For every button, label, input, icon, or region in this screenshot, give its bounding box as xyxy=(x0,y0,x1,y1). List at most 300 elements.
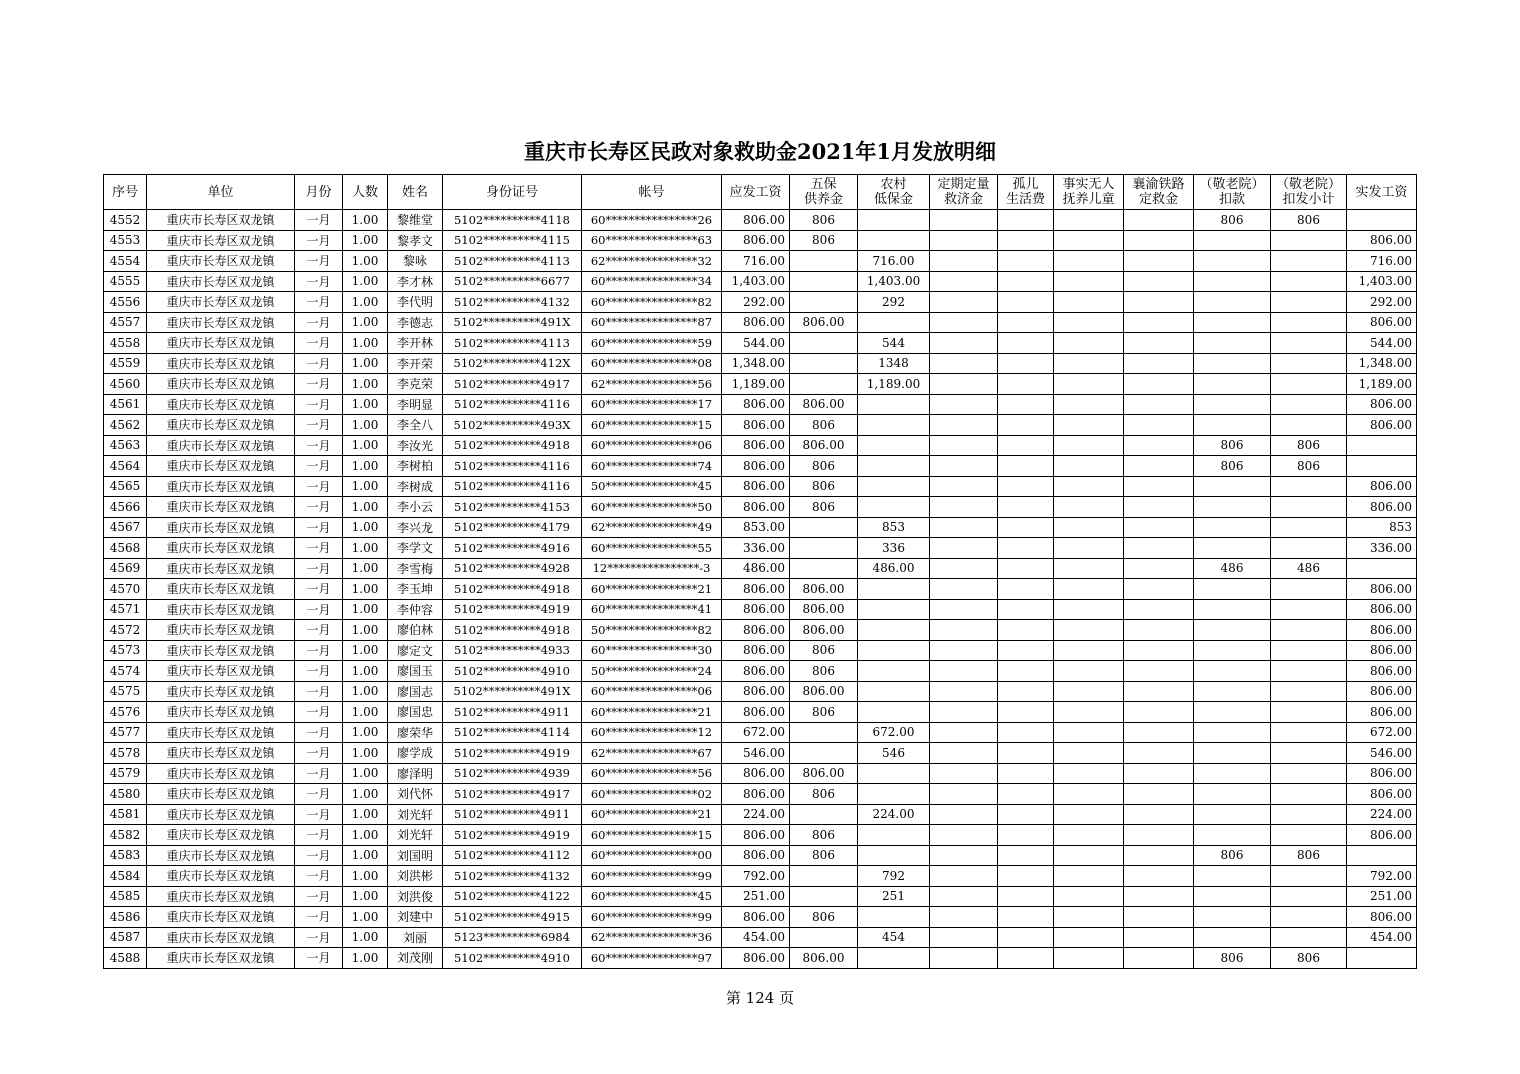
table-cell xyxy=(1054,230,1124,251)
table-cell xyxy=(930,907,998,928)
table-cell: 672.00 xyxy=(858,722,930,743)
table-cell xyxy=(998,558,1054,579)
table-cell xyxy=(1271,825,1347,846)
table-cell: 一月 xyxy=(295,784,343,805)
table-cell: 336.00 xyxy=(722,538,790,559)
table-cell xyxy=(1194,620,1271,641)
table-cell: 806.00 xyxy=(722,640,790,661)
table-cell: 806.00 xyxy=(1347,230,1417,251)
table-cell: 806 xyxy=(790,497,858,518)
table-cell: 806.00 xyxy=(1347,579,1417,600)
table-cell: 806.00 xyxy=(790,435,858,456)
table-cell: 一月 xyxy=(295,763,343,784)
table-cell xyxy=(1194,517,1271,538)
table-cell xyxy=(1194,722,1271,743)
table-cell xyxy=(998,435,1054,456)
table-cell: 292 xyxy=(858,292,930,313)
column-header xyxy=(104,175,147,210)
table-cell: 一月 xyxy=(295,948,343,969)
table-cell xyxy=(1054,415,1124,436)
table-cell: 486 xyxy=(1194,558,1271,579)
table-row xyxy=(104,292,1417,313)
table-cell xyxy=(1271,292,1347,313)
table-cell: 792 xyxy=(858,866,930,887)
table-cell xyxy=(930,538,998,559)
table-cell xyxy=(1124,292,1194,313)
table-cell: 806.00 xyxy=(790,599,858,620)
table-cell: 60****************99 xyxy=(582,866,722,887)
table-cell: 1,348.00 xyxy=(1347,353,1417,374)
table-cell: 1.00 xyxy=(343,702,388,723)
table-cell xyxy=(930,353,998,374)
table-cell xyxy=(1124,886,1194,907)
table-cell: 李德志 xyxy=(388,312,443,333)
table-cell: 60****************02 xyxy=(582,784,722,805)
table-cell: 806.00 xyxy=(1347,640,1417,661)
table-cell xyxy=(1271,251,1347,272)
table-cell: 重庆市长寿区双龙镇 xyxy=(147,681,295,702)
table-cell: 刘建中 xyxy=(388,907,443,928)
table-row xyxy=(104,558,1417,579)
table-cell: 546.00 xyxy=(722,743,790,764)
table-row xyxy=(104,374,1417,395)
table-cell xyxy=(1124,743,1194,764)
table-cell: 292.00 xyxy=(1347,292,1417,313)
table-cell: 5102**********4910 xyxy=(443,948,582,969)
column-header xyxy=(1124,175,1194,210)
table-row xyxy=(104,271,1417,292)
table-row xyxy=(104,640,1417,661)
column-header-line: 孤儿 xyxy=(1012,177,1039,192)
column-header xyxy=(1347,175,1417,210)
column-header xyxy=(1194,175,1271,210)
table-cell: 1,189.00 xyxy=(1347,374,1417,395)
table-cell xyxy=(930,948,998,969)
table-cell: 454.00 xyxy=(1347,927,1417,948)
table-cell: 重庆市长寿区双龙镇 xyxy=(147,497,295,518)
table-cell xyxy=(1271,907,1347,928)
table-cell: 一月 xyxy=(295,804,343,825)
table-row xyxy=(104,886,1417,907)
column-header xyxy=(343,175,388,210)
table-cell xyxy=(1124,415,1194,436)
table-cell: 重庆市长寿区双龙镇 xyxy=(147,927,295,948)
table-cell: 806.00 xyxy=(1347,476,1417,497)
column-header-line: 扣款 xyxy=(1218,192,1245,207)
table-cell: 60****************34 xyxy=(582,271,722,292)
table-cell: 廖国志 xyxy=(388,681,443,702)
table-cell: 454 xyxy=(858,927,930,948)
column-header-line: 五保 xyxy=(810,177,837,192)
table-cell: 5102**********4910 xyxy=(443,661,582,682)
table-cell xyxy=(1054,497,1124,518)
table-row xyxy=(104,620,1417,641)
table-cell xyxy=(930,886,998,907)
table-cell xyxy=(1271,886,1347,907)
table-cell xyxy=(1054,804,1124,825)
table-cell: 806.00 xyxy=(722,476,790,497)
table-cell: 1.00 xyxy=(343,251,388,272)
table-cell: 1.00 xyxy=(343,517,388,538)
table-cell: 806.00 xyxy=(1347,394,1417,415)
table-cell: 重庆市长寿区双龙镇 xyxy=(147,579,295,600)
table-cell: 重庆市长寿区双龙镇 xyxy=(147,804,295,825)
table-cell xyxy=(1054,251,1124,272)
table-cell xyxy=(1124,456,1194,477)
table-cell xyxy=(1271,497,1347,518)
column-header-line: 实发工资 xyxy=(1355,184,1408,200)
table-cell xyxy=(1271,702,1347,723)
table-cell xyxy=(1271,661,1347,682)
table-cell: 4563 xyxy=(104,435,147,456)
table-cell xyxy=(1271,927,1347,948)
table-cell: 1.00 xyxy=(343,374,388,395)
table-cell: 806.00 xyxy=(1347,497,1417,518)
column-header-line: 身份证号 xyxy=(485,184,538,200)
table-cell: 853 xyxy=(858,517,930,538)
table-row xyxy=(104,661,1417,682)
table-cell: 50****************82 xyxy=(582,620,722,641)
table-cell: 李兴龙 xyxy=(388,517,443,538)
column-header-line: 序号 xyxy=(111,184,138,200)
table-cell: 1.00 xyxy=(343,497,388,518)
table-cell xyxy=(998,784,1054,805)
table-cell xyxy=(1194,394,1271,415)
table-cell xyxy=(998,312,1054,333)
table-cell xyxy=(1124,825,1194,846)
table-cell: 李开荣 xyxy=(388,353,443,374)
header-row xyxy=(104,175,1417,210)
table-cell xyxy=(1124,538,1194,559)
table-cell: 4557 xyxy=(104,312,147,333)
table-cell xyxy=(1124,661,1194,682)
table-cell: 806 xyxy=(790,210,858,231)
table-cell xyxy=(1271,743,1347,764)
page-title: 重庆市长寿区民政对象救助金2021年1月发放明细 xyxy=(523,139,997,164)
table-cell xyxy=(790,558,858,579)
table-cell xyxy=(1194,497,1271,518)
table-row xyxy=(104,312,1417,333)
table-cell: 251.00 xyxy=(722,886,790,907)
table-cell xyxy=(1124,907,1194,928)
table-cell xyxy=(1271,312,1347,333)
table-cell xyxy=(930,681,998,702)
table-cell: 806.00 xyxy=(1347,620,1417,641)
column-header xyxy=(998,175,1054,210)
table-cell: 806.00 xyxy=(790,312,858,333)
table-cell: 806 xyxy=(790,640,858,661)
table-cell: 792.00 xyxy=(722,866,790,887)
table-cell: 一月 xyxy=(295,497,343,518)
table-cell: 60****************30 xyxy=(582,640,722,661)
table-cell xyxy=(930,210,998,231)
column-header xyxy=(790,175,858,210)
table-cell xyxy=(930,456,998,477)
table-row xyxy=(104,845,1417,866)
table-cell: 李学文 xyxy=(388,538,443,559)
table-cell: 一月 xyxy=(295,394,343,415)
page-number: 第 124 页 xyxy=(725,989,795,1007)
table-cell xyxy=(998,210,1054,231)
table-cell xyxy=(930,230,998,251)
table-cell xyxy=(1271,866,1347,887)
table-cell: 4582 xyxy=(104,825,147,846)
table-cell: 4577 xyxy=(104,722,147,743)
table-cell xyxy=(1054,435,1124,456)
table-cell xyxy=(930,825,998,846)
table-cell: 1.00 xyxy=(343,866,388,887)
table-cell: 5123**********6984 xyxy=(443,927,582,948)
table-cell: 806.00 xyxy=(722,312,790,333)
table-cell: 672.00 xyxy=(1347,722,1417,743)
table-cell xyxy=(790,538,858,559)
table-cell: 806.00 xyxy=(722,681,790,702)
table-cell xyxy=(1271,784,1347,805)
table-cell: 1.00 xyxy=(343,927,388,948)
table-cell: 806.00 xyxy=(790,681,858,702)
table-cell: 廖国忠 xyxy=(388,702,443,723)
table-cell: 廖国玉 xyxy=(388,661,443,682)
table-cell: 1.00 xyxy=(343,845,388,866)
table-cell: 806 xyxy=(1194,435,1271,456)
table-cell: 716.00 xyxy=(858,251,930,272)
table-cell: 4584 xyxy=(104,866,147,887)
table-cell: 黎维堂 xyxy=(388,210,443,231)
table-cell: 806.00 xyxy=(790,579,858,600)
table-cell xyxy=(998,394,1054,415)
table-cell: 5102**********4918 xyxy=(443,435,582,456)
table-cell xyxy=(790,722,858,743)
table-cell xyxy=(930,312,998,333)
table-cell: 一月 xyxy=(295,907,343,928)
table-cell: 5102**********491X xyxy=(443,681,582,702)
table-cell xyxy=(998,702,1054,723)
table-cell xyxy=(1194,476,1271,497)
table-cell xyxy=(1054,538,1124,559)
table-cell xyxy=(1124,230,1194,251)
table-cell: 251 xyxy=(858,886,930,907)
table-cell: 一月 xyxy=(295,374,343,395)
table-cell: 4573 xyxy=(104,640,147,661)
table-cell: 李树柏 xyxy=(388,456,443,477)
table-cell xyxy=(930,558,998,579)
table-cell: 4585 xyxy=(104,886,147,907)
table-cell xyxy=(1054,722,1124,743)
table-cell: 一月 xyxy=(295,579,343,600)
table-cell xyxy=(998,743,1054,764)
table-cell: 60****************06 xyxy=(582,435,722,456)
table-row xyxy=(104,415,1417,436)
table-cell: 806.00 xyxy=(722,784,790,805)
table-cell xyxy=(858,825,930,846)
table-cell xyxy=(1194,599,1271,620)
table-cell: 4578 xyxy=(104,743,147,764)
table-cell: 重庆市长寿区双龙镇 xyxy=(147,353,295,374)
table-cell: 5102**********4919 xyxy=(443,599,582,620)
table-cell xyxy=(1124,517,1194,538)
table-cell xyxy=(1194,702,1271,723)
table-cell: 62****************32 xyxy=(582,251,722,272)
table-cell: 重庆市长寿区双龙镇 xyxy=(147,948,295,969)
table-cell: 4587 xyxy=(104,927,147,948)
table-cell: 60****************59 xyxy=(582,333,722,354)
table-cell xyxy=(858,784,930,805)
table-cell: 重庆市长寿区双龙镇 xyxy=(147,702,295,723)
table-cell: 5102**********4153 xyxy=(443,497,582,518)
table-cell xyxy=(1194,292,1271,313)
table-row xyxy=(104,210,1417,231)
table-cell xyxy=(1194,640,1271,661)
table-cell xyxy=(930,743,998,764)
table-cell xyxy=(930,845,998,866)
table-cell: 一月 xyxy=(295,620,343,641)
table-cell: 806 xyxy=(790,907,858,928)
table-cell xyxy=(998,804,1054,825)
table-cell xyxy=(790,743,858,764)
table-cell xyxy=(930,394,998,415)
table-cell: 62****************49 xyxy=(582,517,722,538)
table-cell: 5102**********491X xyxy=(443,312,582,333)
table-cell xyxy=(1054,599,1124,620)
table-cell: 一月 xyxy=(295,476,343,497)
table-cell xyxy=(1124,763,1194,784)
table-row xyxy=(104,435,1417,456)
table-cell: 806.00 xyxy=(1347,784,1417,805)
table-cell: 5102**********4116 xyxy=(443,456,582,477)
table-cell: 806 xyxy=(790,476,858,497)
table-cell: 486.00 xyxy=(858,558,930,579)
table-cell: 李汝光 xyxy=(388,435,443,456)
column-header xyxy=(930,175,998,210)
table-cell xyxy=(998,353,1054,374)
table-cell: 224.00 xyxy=(1347,804,1417,825)
table-cell: 1.00 xyxy=(343,230,388,251)
table-cell xyxy=(1054,702,1124,723)
table-cell: 4553 xyxy=(104,230,147,251)
table-cell: 60****************17 xyxy=(582,394,722,415)
table-cell xyxy=(858,230,930,251)
table-cell: 60****************99 xyxy=(582,907,722,928)
table-cell: 重庆市长寿区双龙镇 xyxy=(147,435,295,456)
table-cell: 5102**********4928 xyxy=(443,558,582,579)
table-cell xyxy=(790,517,858,538)
table-cell: 806.00 xyxy=(1347,825,1417,846)
table-cell: 黎孝文 xyxy=(388,230,443,251)
table-cell: 重庆市长寿区双龙镇 xyxy=(147,230,295,251)
table-cell xyxy=(998,333,1054,354)
table-cell: 806 xyxy=(1271,210,1347,231)
table-cell xyxy=(1271,640,1347,661)
table-cell xyxy=(998,620,1054,641)
table-cell xyxy=(858,640,930,661)
table-cell xyxy=(998,251,1054,272)
table-cell xyxy=(1271,517,1347,538)
table-cell: 一月 xyxy=(295,866,343,887)
table-cell: 5102**********4911 xyxy=(443,804,582,825)
column-header-line: 单位 xyxy=(207,184,234,200)
table-cell: 806 xyxy=(790,825,858,846)
table-cell: 4580 xyxy=(104,784,147,805)
table-cell xyxy=(1271,599,1347,620)
table-cell xyxy=(1194,353,1271,374)
table-cell: 806.00 xyxy=(722,230,790,251)
table-body xyxy=(104,210,1417,969)
table-cell: 一月 xyxy=(295,538,343,559)
table-cell: 刘代怀 xyxy=(388,784,443,805)
table-cell xyxy=(1347,456,1417,477)
table-cell: 224.00 xyxy=(858,804,930,825)
table-cell xyxy=(1054,476,1124,497)
table-cell: 廖学成 xyxy=(388,743,443,764)
table-cell: 1.00 xyxy=(343,722,388,743)
table-cell xyxy=(1194,866,1271,887)
table-cell: 806 xyxy=(790,702,858,723)
table-cell: 5102**********4911 xyxy=(443,702,582,723)
table-cell xyxy=(1054,579,1124,600)
column-header-line: 生活费 xyxy=(1005,192,1045,207)
table-cell: 一月 xyxy=(295,661,343,682)
table-cell xyxy=(858,763,930,784)
table-cell xyxy=(1054,886,1124,907)
table-cell: 一月 xyxy=(295,886,343,907)
table-cell: 廖伯林 xyxy=(388,620,443,641)
table-cell xyxy=(1124,251,1194,272)
table-cell: 4583 xyxy=(104,845,147,866)
table-cell: 792.00 xyxy=(1347,866,1417,887)
table-cell xyxy=(1271,230,1347,251)
table-cell xyxy=(1271,271,1347,292)
table-cell xyxy=(1194,804,1271,825)
table-cell: 5102**********4112 xyxy=(443,845,582,866)
table-cell: 李才林 xyxy=(388,271,443,292)
column-header xyxy=(388,175,443,210)
table-cell xyxy=(1194,579,1271,600)
table-cell xyxy=(1054,661,1124,682)
table-cell xyxy=(1124,599,1194,620)
table-cell: 544 xyxy=(858,333,930,354)
table-cell: 5102**********4113 xyxy=(443,251,582,272)
table-cell: 一月 xyxy=(295,681,343,702)
table-cell: 60****************12 xyxy=(582,722,722,743)
column-header-line: 应发工资 xyxy=(729,184,782,200)
table-cell: 4567 xyxy=(104,517,147,538)
table-cell xyxy=(1054,763,1124,784)
table-cell xyxy=(790,271,858,292)
table-row xyxy=(104,866,1417,887)
table-cell: 1.00 xyxy=(343,948,388,969)
table-cell xyxy=(858,497,930,518)
table-cell: 一月 xyxy=(295,292,343,313)
table-cell: 806.00 xyxy=(722,702,790,723)
column-header-line: 月份 xyxy=(305,184,332,200)
table-cell xyxy=(1124,845,1194,866)
table-cell xyxy=(1054,743,1124,764)
table-cell: 重庆市长寿区双龙镇 xyxy=(147,886,295,907)
table-cell: 5102**********4116 xyxy=(443,394,582,415)
table-cell: 60****************21 xyxy=(582,702,722,723)
table-cell: 1.00 xyxy=(343,907,388,928)
table-cell xyxy=(1054,845,1124,866)
table-cell: 60****************87 xyxy=(582,312,722,333)
table-cell xyxy=(1124,702,1194,723)
table-cell xyxy=(790,374,858,395)
column-header-line: 供养金 xyxy=(803,192,843,207)
table-cell: 806.00 xyxy=(722,456,790,477)
table-row xyxy=(104,456,1417,477)
table-cell: 重庆市长寿区双龙镇 xyxy=(147,784,295,805)
table-cell: 806 xyxy=(790,230,858,251)
table-cell: 重庆市长寿区双龙镇 xyxy=(147,722,295,743)
